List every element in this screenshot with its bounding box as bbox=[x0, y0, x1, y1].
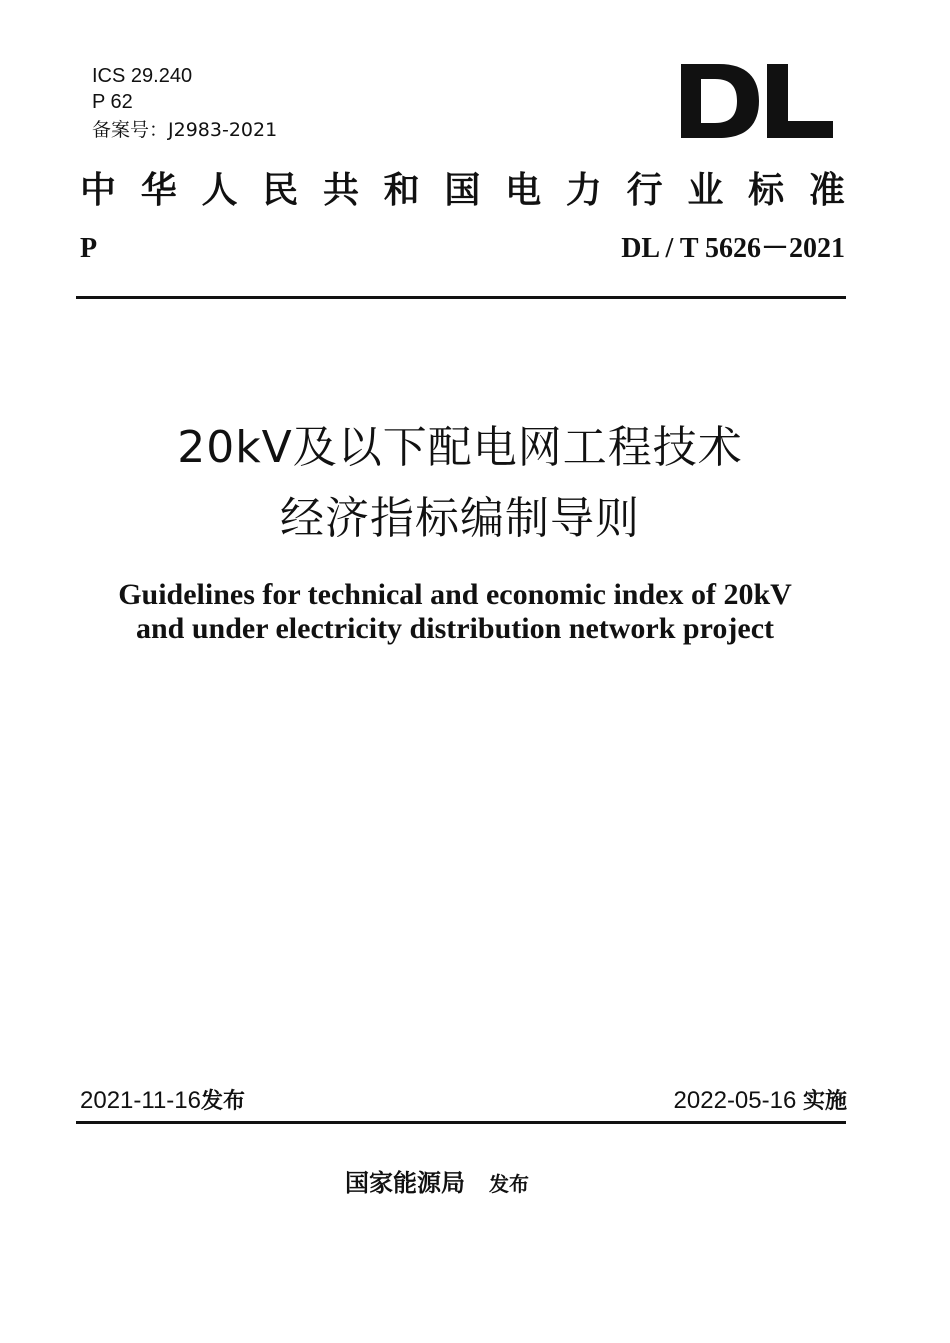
chinese-title-line-2: 经济指标编制导则 bbox=[280, 493, 640, 544]
footer-divider bbox=[76, 1121, 846, 1124]
title-char: 中 bbox=[80, 169, 117, 211]
issuer bbox=[345, 1166, 529, 1201]
title-char: 标 bbox=[748, 169, 785, 211]
header-divider bbox=[76, 296, 846, 299]
standard-category: P bbox=[80, 233, 98, 264]
title-char: 准 bbox=[808, 169, 845, 211]
implementation-label: 实施 bbox=[802, 1089, 847, 1114]
title-char: 力 bbox=[565, 169, 602, 211]
implementation-date bbox=[674, 1086, 847, 1117]
title-char: 电 bbox=[505, 169, 542, 211]
english-title-line-2: and under electricity distribution network project bbox=[135, 612, 774, 645]
title-char: 和 bbox=[383, 169, 420, 211]
issue-label: 发布 bbox=[200, 1089, 245, 1114]
title-char: 人 bbox=[201, 169, 238, 211]
issue-date-value: 2021-11-16 bbox=[80, 1087, 201, 1114]
english-title-line-1: Guidelines for technical and economic index of 20kV bbox=[118, 578, 792, 611]
filing-number: 备案号：J2983-2021 bbox=[92, 119, 278, 141]
ics-code: ICS 29.240 bbox=[92, 65, 193, 87]
title-char: 业 bbox=[687, 169, 724, 211]
standard-body-title bbox=[80, 168, 845, 212]
issue-date bbox=[80, 1086, 245, 1117]
ccs-code: P 62 bbox=[92, 91, 133, 113]
issuer-label: 发布 bbox=[489, 1172, 529, 1196]
chinese-title-line-1: 20kV及以下配电网工程技术 bbox=[177, 422, 743, 473]
title-char: 民 bbox=[262, 169, 299, 211]
title-char: 华 bbox=[140, 169, 177, 211]
title-char: 行 bbox=[626, 169, 663, 211]
title-char: 共 bbox=[322, 169, 359, 211]
dl-logo bbox=[681, 64, 833, 138]
title-char: 国 bbox=[444, 169, 481, 211]
standard-number: DL / T 5626－2021 bbox=[621, 233, 845, 264]
issuer-name: 国家能源局 bbox=[345, 1169, 465, 1197]
implementation-date-value: 2022-05-16 bbox=[673, 1087, 797, 1114]
